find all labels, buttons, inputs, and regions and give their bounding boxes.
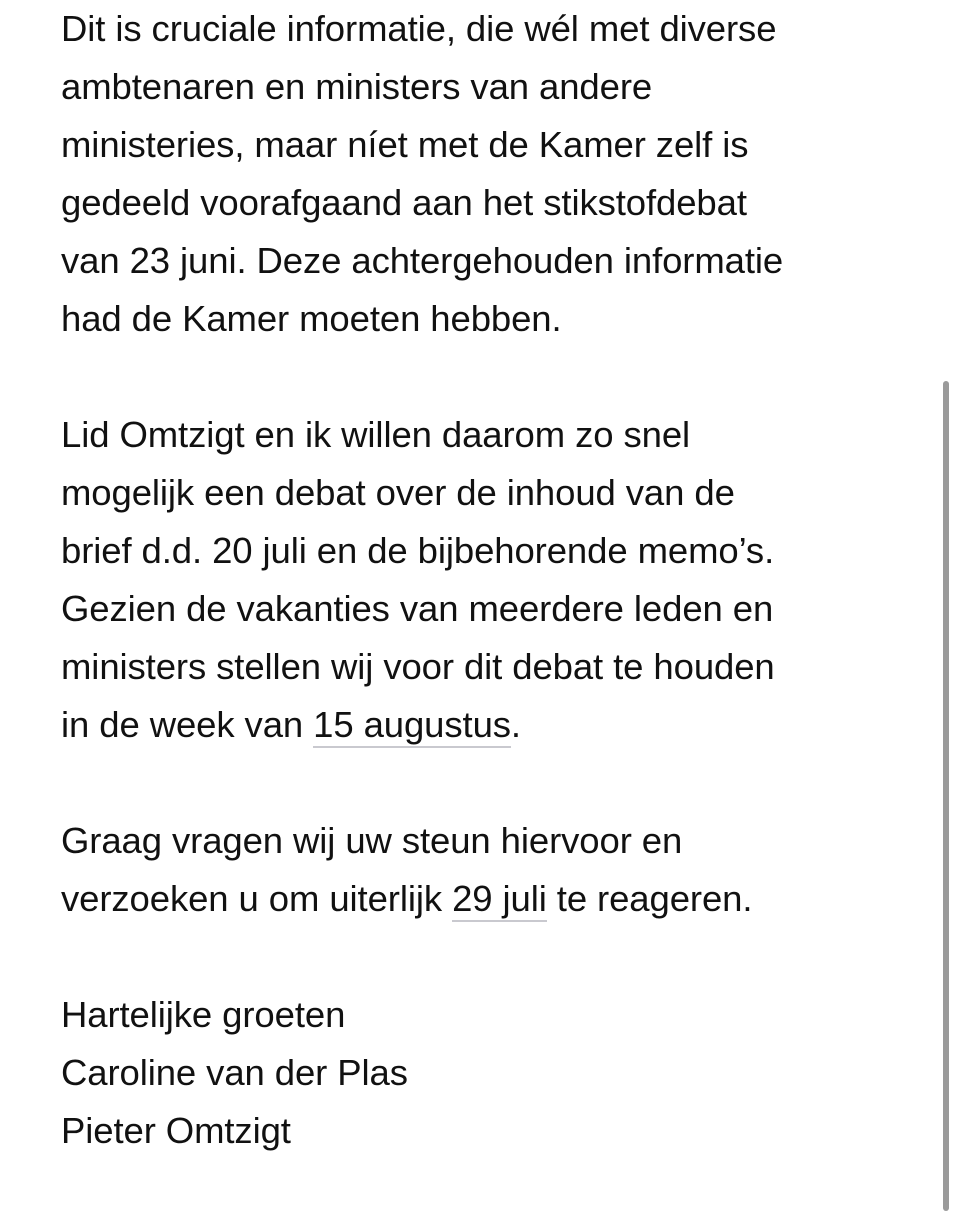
text-line xyxy=(61,696,911,754)
message-text xyxy=(61,0,911,1160)
text-line xyxy=(61,870,911,928)
text-segment: . xyxy=(510,704,521,745)
text-segment: in de week van xyxy=(61,704,314,745)
text-line: Gezien de vakanties van meerdere leden en xyxy=(61,588,774,629)
text-line: had de Kamer moeten hebben. xyxy=(61,298,562,339)
text-segment: verzoeken u om uiterlijk xyxy=(61,878,453,919)
text-line: ministeries, maar níet met de Kamer zelf is xyxy=(61,124,749,165)
text-line: Graag vragen wij uw steun hiervoor en xyxy=(61,820,683,861)
text-line: brief d.d. 20 juli en de bijbehorende memo’s. xyxy=(61,530,775,571)
signer-name: Caroline van der Plas xyxy=(61,1052,408,1093)
text-line: Lid Omtzigt en ik willen daarom zo snel xyxy=(61,414,691,455)
text-line: Dit is cruciale informatie, die wél met diverse xyxy=(61,8,777,49)
scrollbar[interactable] xyxy=(943,381,949,1211)
text-line: ministers stellen wij voor dit debat te houden xyxy=(61,646,775,687)
closing xyxy=(61,986,911,1160)
date-link-15-augustus[interactable]: 15 augustus xyxy=(313,704,511,748)
paragraph-gap xyxy=(61,348,911,406)
signer-name: Pieter Omtzigt xyxy=(61,1110,291,1151)
text-line: van 23 juni. Deze achtergehouden informatie xyxy=(61,240,784,281)
text-line: gedeeld voorafgaand aan het stikstofdebat xyxy=(61,182,747,223)
paragraph-2 xyxy=(61,406,911,754)
paragraph-1 xyxy=(61,0,911,348)
text-line: ambtenaren en ministers van andere xyxy=(61,66,653,107)
date-link-29-juli[interactable]: 29 juli xyxy=(452,878,547,922)
paragraph-3 xyxy=(61,812,911,928)
paragraph-gap xyxy=(61,754,911,812)
paragraph-gap xyxy=(61,928,911,986)
text-line: mogelijk een debat over de inhoud van de xyxy=(61,472,735,513)
text-segment: te reageren. xyxy=(546,878,753,919)
greeting: Hartelijke groeten xyxy=(61,994,346,1035)
